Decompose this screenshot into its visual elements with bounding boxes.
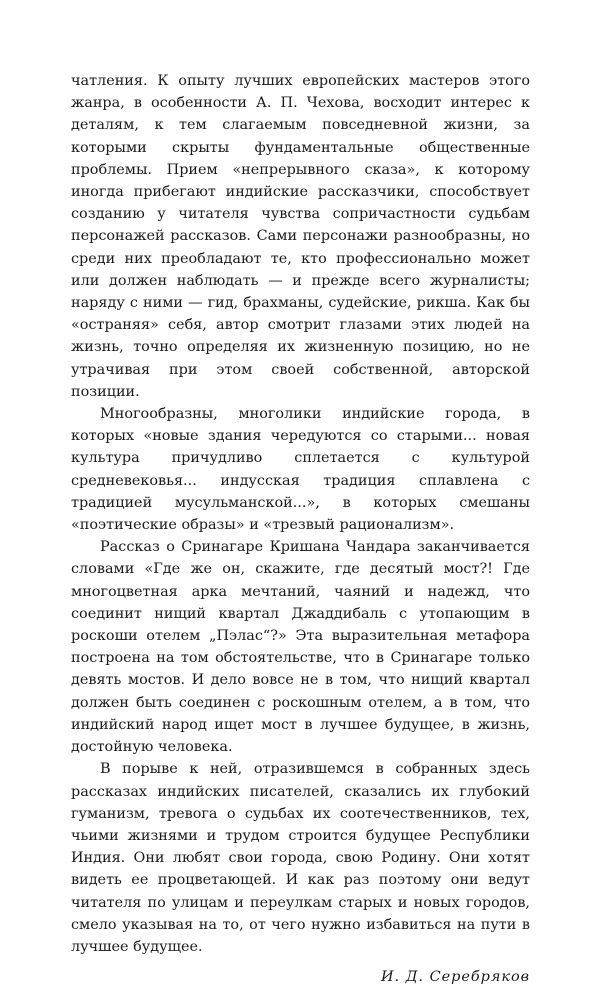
paragraph-4: В порыве к ней, отразившемся в собранных здесь рассказах индийских писателей, сказались их глубокий гуманизм, тревога о судьбах их соотечественников, тех, чьими жизнями и трудом строится будущее Республики Индия. Они любят свои города, свою Родину. Они хотят видеть ее процветающей. И как раз поэтому они ведут читателя по улицам и переулкам старых и новых городов, смело указывая на то, от чего нужно избавиться на пути в лучшее будущее.: [71, 761, 530, 955]
paragraph-1: чатления. К опыту лучших европейских мастеров этого жанра, в особенности А. П. Чехова, восходит интерес к деталям, к тем слагаемым повседневной жизни, за которыми скрыты фундаментальные общественные проблемы. Прием «непрерывного сказа», к которому иногда прибегают индийские рассказчики, способствует созданию у читателя чувства сопричастности судьбам персонажей рассказов. Сами персонажи разнообразны, но среди них преобладают те, кто профессионально может или должен наблюдать — и прежде всего журналисты; наряду с ними — гид, брахманы, судейские, рикша. Как бы «остраняя» себя, автор смотрит глазами этих людей на жизнь, точно определяя их жизненную позицию, но не утрачивая при этом своей собственной, авторской позиции.: [71, 73, 530, 400]
author-signature: И. Д. Серебряков: [381, 969, 530, 986]
paragraph-3: Рассказ о Сринагаре Кришана Чандара заканчивается словами «Где же он, скажите, где десятый мост?! Где многоцветная арка мечтаний, чаяний и надежд, что соединит нищий квартал Джаддибаль с утопающим в роскоши отелем „Пэлас“?» Эта выразительная метафора построена на том обстоятельстве, что в Сринагаре только девять мостов. И дело вовсе не в том, что нищий квартал должен быть соединен с роскошным отелем, а в том, что индийский народ ищет мост в лучшее будущее, в жизнь, достойную человека.: [71, 539, 530, 756]
document-page: [71, 70, 530, 988]
paragraph-2: Многообразны, многолики индийские города, в которых «новые здания чередуются со старыми... новая культура причудливо сплетается с культурой средневековья... индусская традиция сплавлена с традицией мусульманской...», в которых смешаны «поэтические образы» и «трезвый рационализм».: [71, 406, 530, 534]
